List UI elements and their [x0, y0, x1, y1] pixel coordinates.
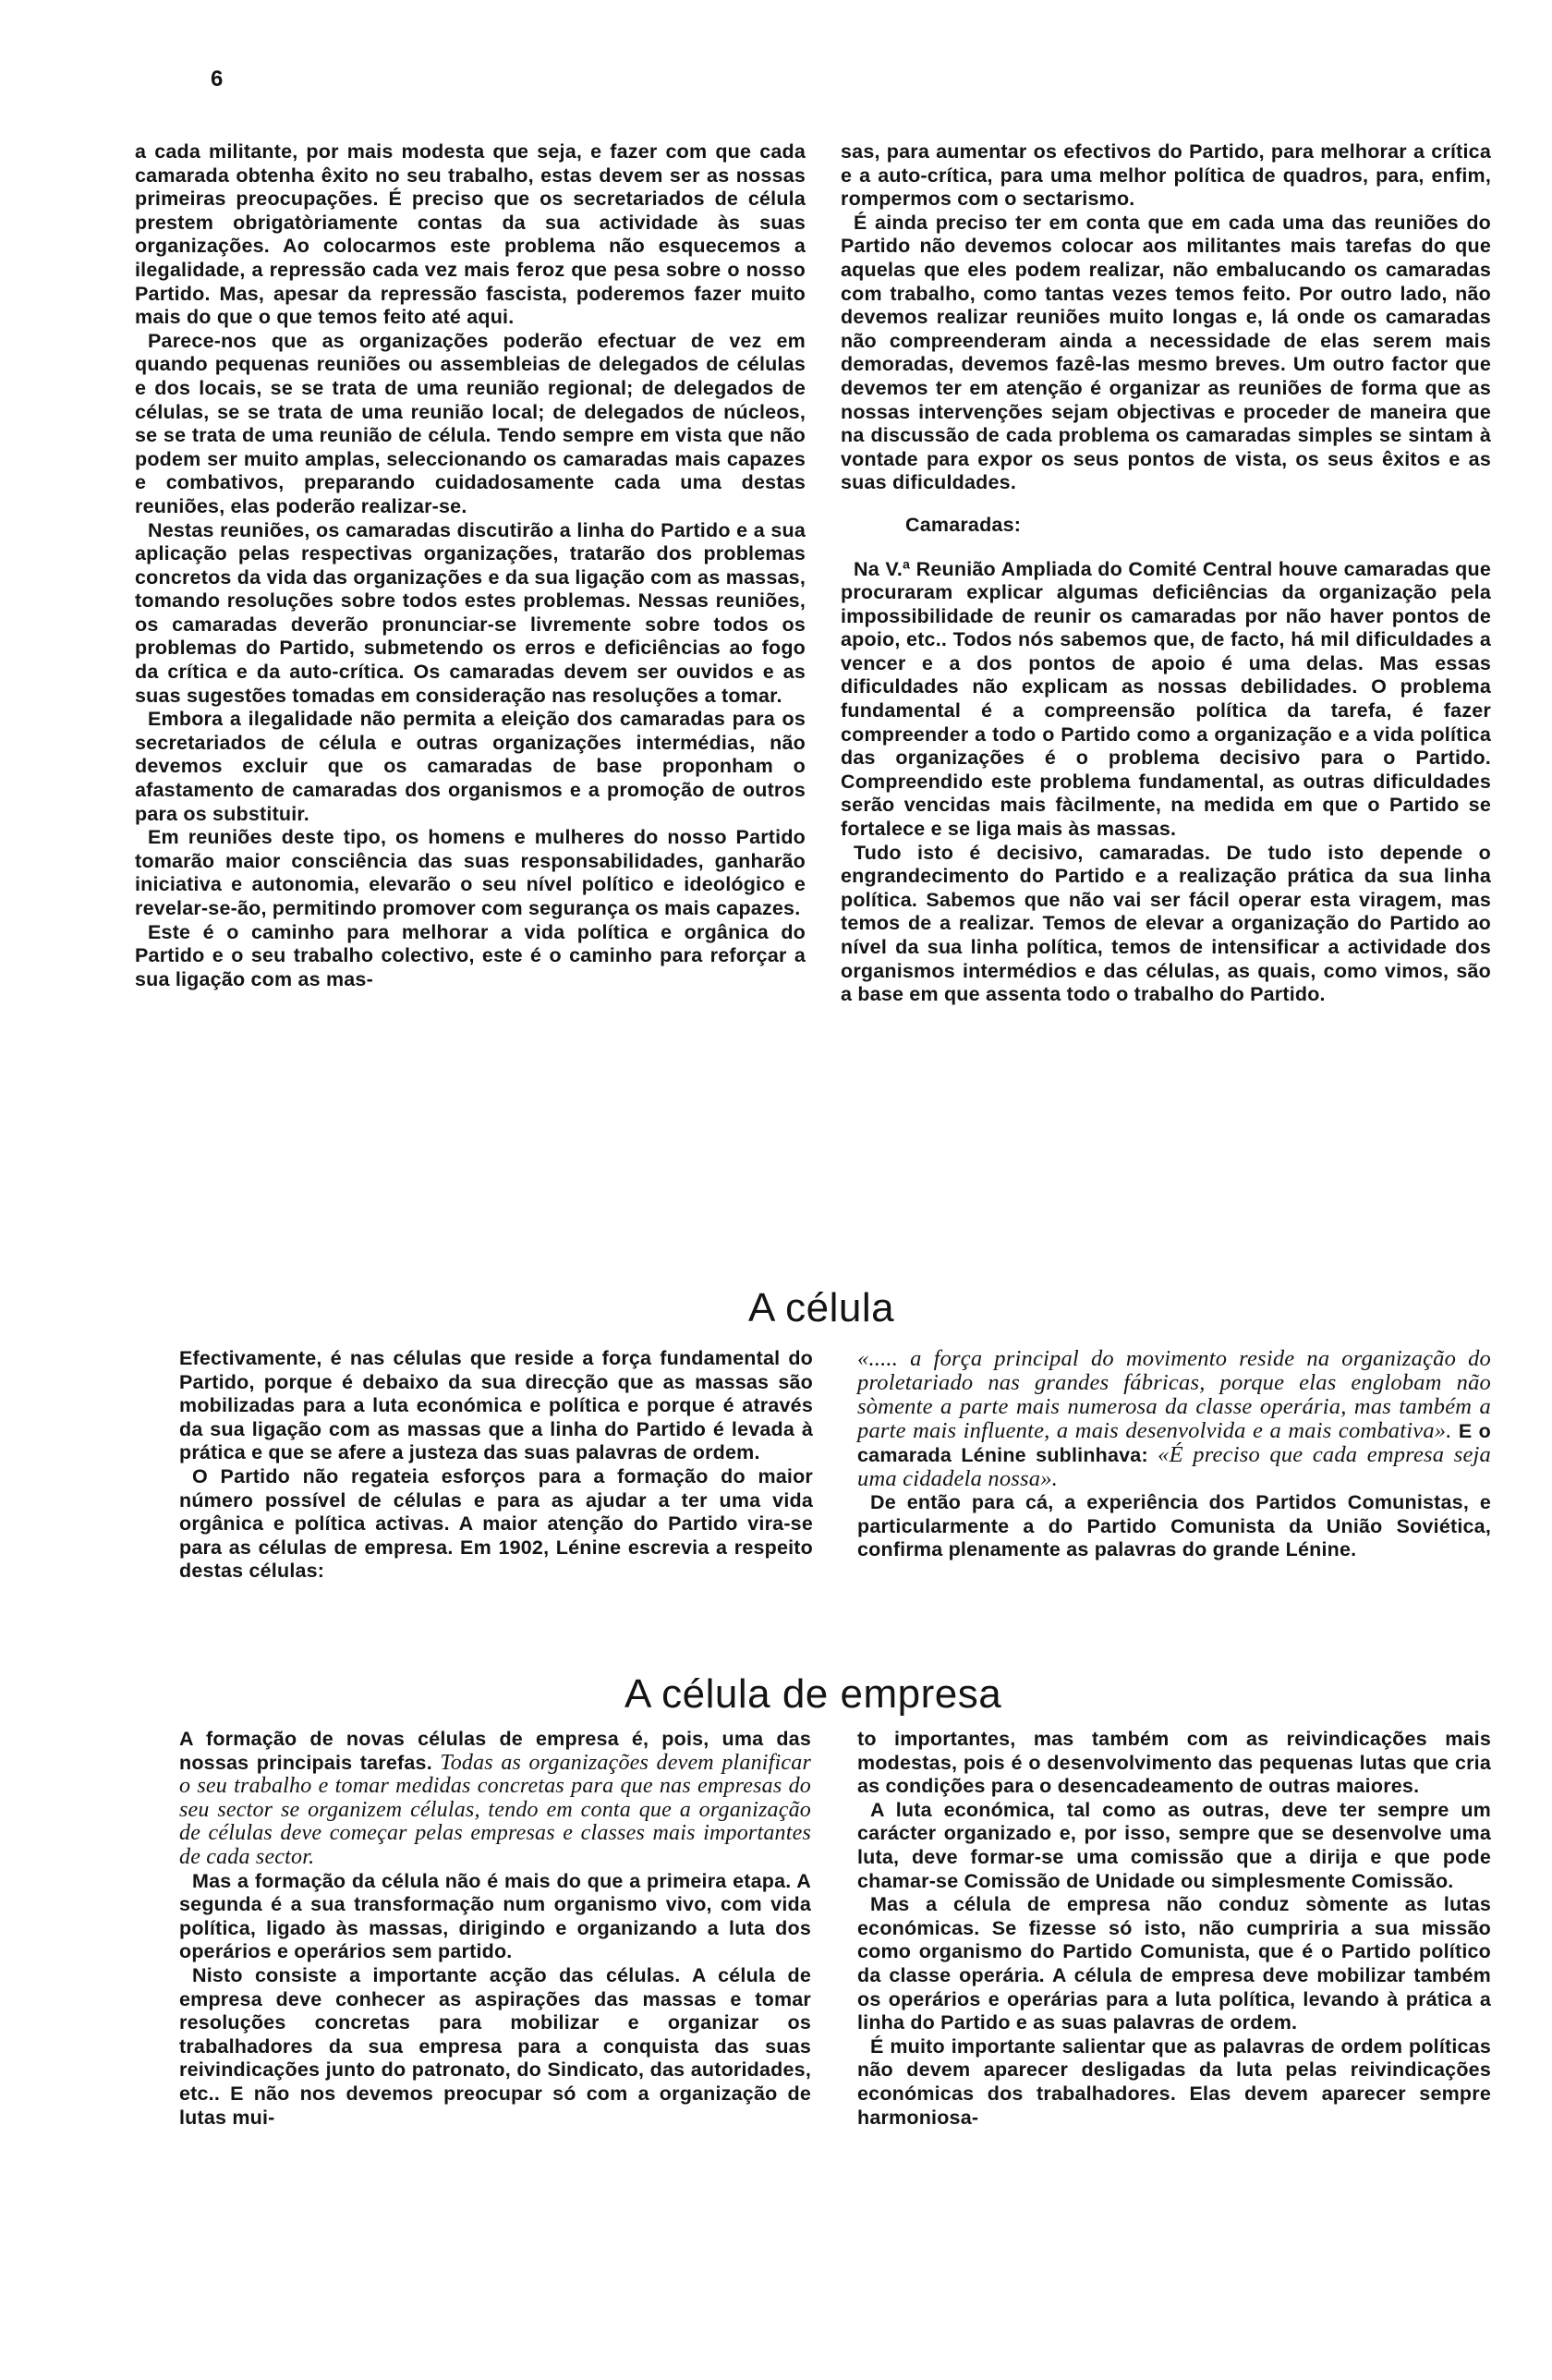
paragraph-plain: A formação de novas células de empresa é, pois, uma das nossas principais tarefas. [179, 1728, 811, 1774]
paragraph: Embora a ilegalidade não permita a eleição dos camaradas para os secretariados de célula e outras organizações intermédias, não devemos excluir que os camaradas de base proponham o afastamento de camaradas dos organismos e a promoção de outros para os substituir. [135, 708, 806, 825]
paragraph: a cada militante, por mais modesta que seja, e fazer com que cada camarada obtenha êxito no seu trabalho, estas devem ser as nossas primeiras preocupações. É preciso que os secretariados de célula prestem obrigatòriamente contas da sua actividade às suas organizações. Ao colocarmos este problema não esquecemos a ilegalidade, a repressão cada vez mais feroz que pesa sobre o nosso Partido. Mas, apesar da repressão fascista, poderemos fazer muito mais do que o que temos feito até aqui. [135, 140, 806, 329]
paragraph: Nestas reuniões, os camaradas discutirão a linha do Partido e a sua aplicação pelas respectivas organizações, tratarão dos problemas concretos da vida das organizações e da sua ligação com as massas, tomando resoluções sobre todos estes problemas. Nessas reuniões, os camaradas deverão pronunciar-se livremente sobre todos os problemas do Partido, submetendo os erros e deficiências ao fogo da crítica e da auto-crítica. Os camaradas devem ser ouvidos e as suas sugestões tomadas em consideração nas resoluções a tomar. [135, 518, 806, 707]
paragraph: Em reuniões deste tipo, os homens e mulheres do nosso Partido tomarão maior consciência das suas responsabilidades, ganharão iniciativa e autonomia, elevarão o seu nível político e ideológico e revelar-se-ão, permitindo promover com segurança os mais capazes. [135, 826, 806, 919]
paragraph: Tudo isto é decisivo, camaradas. De tudo isto depende o engrandecimento do Partido e a realização prática da sua linha política. Sabemos que não vai ser fácil operar esta viragem, mas temos de a realizar. Temos de elevar a organização do Partido ao nível da sua linha política, temos de intensificar a actividade dos organismos intermédios e das células, as quais, como vimos, são a base em que assenta todo o trabalho do Partido. [841, 841, 1491, 1006]
section-heading-celula: A célula [748, 1285, 895, 1330]
paragraph: De então para cá, a experiência dos Partidos Comunistas, e particularmente a do Partido Comunista da União Soviética, confirma plenamente as palavras do grande Lénine. [857, 1491, 1491, 1561]
top-left-column [135, 140, 806, 991]
lenin-quote: «..... a força principal do movimento reside na organização do proletariado nas grandes fábricas, porque elas englobam não sòmente a parte mais numerosa da classe operária, mas também a parte mais influente, a mais desenvolvida e a mais combativa». [857, 1346, 1491, 1443]
paragraph: Parece-nos que as organizações poderão efectuar de vez em quando pequenas reuniões ou assembleias de delegados de células e dos locais, se se trata de uma reunião regional; de delegados de células, se se trata de uma reunião local; de delegados de núcleos, se se trata de uma reunião de célula. Tendo sempre em vista que não podem ser muito amplas, seleccionando os camaradas mais capazes e combativos, preparando cuidadosamente cada uma destas reuniões, elas poderão realizar-se. [135, 329, 806, 517]
empresa-right-column [857, 1728, 1491, 2130]
paragraph [179, 1728, 811, 1870]
celula-right-column [857, 1347, 1491, 1562]
paragraph: Na V.ª Reunião Ampliada do Comité Central houve camaradas que procuraram explicar algumas deficiências da organização pela impossibilidade de reunir os camaradas por não haver pontos de apoio, etc.. Todos nós sabemos que, de facto, há mil dificuldades a vencer e a dos pontos de apoio é uma delas. Mas essas dificuldades não explicam as nossas debilidades. O problema fundamental é a compreensão política da tarefa, é fazer compreender a todo o Partido como a organização e a vida política das organizações é o problema decisivo para o Partido. Compreendido este problema fundamental, as outras dificuldades serão vencidas mais fàcilmente, na medida em que o Partido se fortalece e se liga mais às massas. [841, 557, 1491, 841]
paragraph-italic: Todas as organizações devem planificar o seu trabalho e tomar medidas concretas para que nas empresas do seu sector se organizem células, tendo em conta que a organização de células deve começar pelas empresas e classes mais importantes de cada sector. [179, 1750, 811, 1869]
paragraph: É muito importante salientar que as palavras de ordem políticas não devem aparecer desligadas da luta pelas reivindicações económicas dos trabalhadores. Elas devem aparecer sempre harmoniosa- [857, 2034, 1491, 2129]
paragraph: Efectivamente, é nas células que reside a força fundamental do Partido, porque é debaixo da sua direcção que as massas são mobilizadas para a luta económica e política e porque é através da sua ligação com as massas que a linha do Partido é levada à prática e que se afere a justeza das suas palavras de ordem. [179, 1347, 813, 1464]
quote-connector: E o camarada Lénine sublinhava: [857, 1420, 1491, 1466]
section-heading-celula-de-empresa: A célula de empresa [624, 1671, 1002, 1717]
paragraph: Mas a formação da célula não é mais do que a primeira etapa. A segunda é a sua transformação num organismo vivo, com vida política, ligado às massas, dirigindo e organizando a luta dos operários e operários sem partido. [179, 1869, 811, 1963]
paragraph: Mas a célula de empresa não conduz sòmente as lutas económicas. Se fizesse só isto, não cumpriria a sua missão como organismo do Partido Comunista, que é o Partido político da classe operária. A célula de empresa deve mobilizar também os operários e operárias para a luta política, levando à prática a linha do Partido e as suas palavras de ordem. [857, 1893, 1491, 2034]
paragraph: to importantes, mas também com as reivindicações mais modestas, pois é o desenvolvimento das pequenas lutas que cria as condições para o desencadeamento de outras maiores. [857, 1728, 1491, 1798]
empresa-left-column [179, 1728, 811, 2130]
salutation: Camaradas: [905, 513, 1022, 536]
paragraph: Este é o caminho para melhorar a vida política e orgânica do Partido e o seu trabalho colectivo, este é o caminho para reforçar a sua ligação com as mas- [135, 920, 806, 990]
quote-paragraph [857, 1347, 1491, 1491]
paragraph: O Partido não regateia esforços para a formação do maior número possível de células e para as ajudar a ter uma vida orgânica e política activas. A maior atenção do Partido vira-se para as células de empresa. Em 1902, Lénine escrevia a respeito destas células: [179, 1464, 813, 1583]
celula-left-column [179, 1347, 813, 1584]
top-right-column [841, 140, 1491, 1007]
paragraph: sas, para aumentar os efectivos do Partido, para melhorar a crítica e a auto-crítica, para uma melhor política de quadros, para, enfim, rompermos com o sectarismo. [841, 140, 1491, 211]
page-number: 6 [211, 67, 224, 91]
paragraph: É ainda preciso ter em conta que em cada uma das reuniões do Partido não devemos colocar aos militantes mais tarefas do que aquelas que eles podem realizar, não embalucando os camaradas com trabalho, como tantas vezes temos feito. Por outro lado, não devemos realizar reuniões muito longas e, lá onde os camaradas não compreenderam ainda a necessidade de elas serem mais demoradas, devemos fazê-las mesmo breves. Um outro factor que devemos ter em atenção é organizar as reuniões de forma que as nossas intervenções sejam objectivas e proceder de maneira que na discussão de cada problema os camaradas simples se sintam à vontade para expor os seus pontos de vista, os seus êxitos e as suas dificuldades. [841, 211, 1491, 494]
lenin-quote-2: «É preciso que cada empresa seja uma cidadela nossa». [857, 1442, 1491, 1491]
paragraph: Nisto consiste a importante acção das células. A célula de empresa deve conhecer as aspirações das massas e tomar resoluções concretas para mobilizar e organizar os trabalhadores da sua empresa para a conquista das suas reivindicações junto do patronato, do Sindicato, das autoridades, etc.. E não nos devemos preocupar só com a organização de lutas mui- [179, 1963, 811, 2129]
paragraph: A luta económica, tal como as outras, deve ter sempre um carácter organizado e, por isso, sempre que se desenvolve uma luta, deve formar-se uma comissão que a dirija e que pode chamar-se Comissão de Unidade ou simplesmente Comissão. [857, 1798, 1491, 1892]
